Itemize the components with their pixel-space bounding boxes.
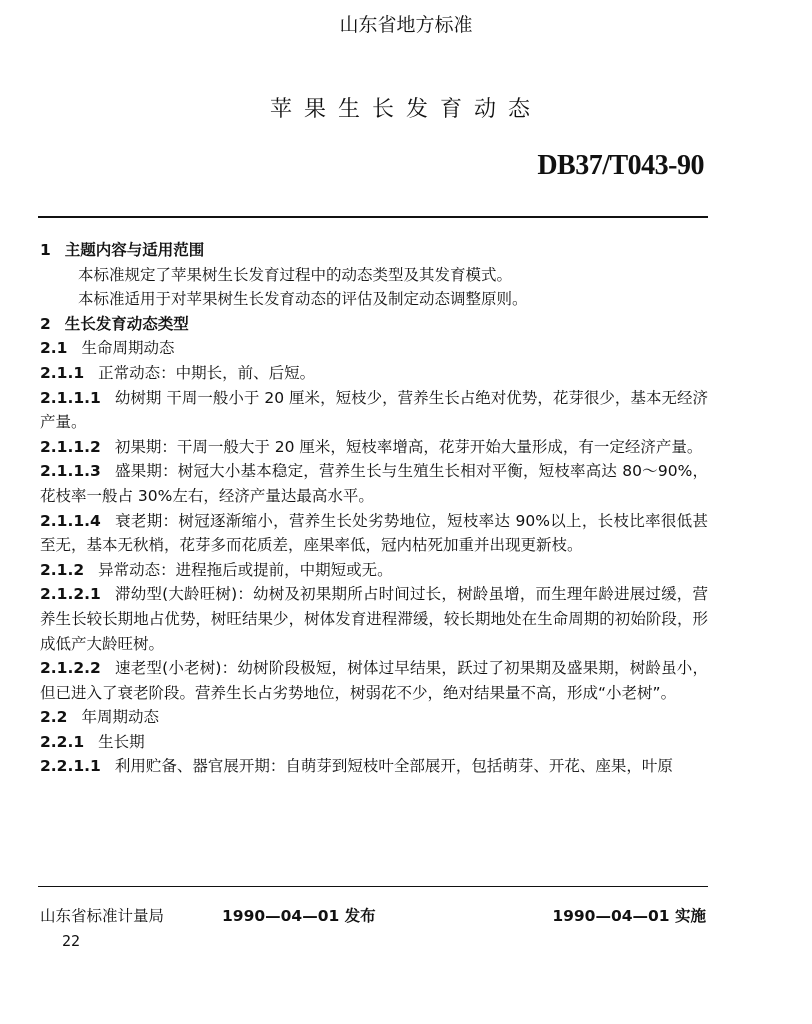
document-title: 苹果生长发育动态: [269, 97, 542, 122]
section-number: 2.2: [40, 708, 68, 727]
footer-divider: [38, 886, 708, 887]
section-paragraph: [40, 656, 708, 705]
section-paragraph: [40, 558, 708, 583]
section-paragraph: [40, 336, 708, 361]
section-paragraph: [40, 312, 708, 337]
section-paragraph: [40, 582, 708, 656]
section-text: 生长发育动态类型: [64, 314, 189, 333]
section-paragraph: [40, 435, 708, 460]
section-text: 生长期: [98, 732, 145, 751]
section-text: 滞幼型(大龄旺树)：幼树及初果期所占时间过长，树龄虽增，而生理年龄进展过缓，营养生长较长期地占优势，树旺结果少，树体发育进程滞缓，较长期地处在生命周期的初始阶段，形成低产大龄旺树。: [40, 585, 708, 653]
section-number: 1: [40, 241, 51, 259]
section-paragraph: [40, 263, 708, 288]
standard-category-header: 山东省地方标准: [339, 14, 473, 36]
section-text: 生命周期动态: [81, 339, 175, 358]
section-number: 2: [40, 314, 51, 333]
section-number: 2.1: [40, 339, 68, 358]
section-number: 2.2.1: [40, 732, 85, 751]
section-text: 正常动态：中期长，前、后短。: [98, 363, 316, 382]
section-text: 幼树期 干周一般小于 20 厘米，短枝少，营养生长占绝对优势，花芽很少，基本无经济产量。: [40, 388, 708, 432]
issuing-authority: 山东省标准计量局: [40, 907, 165, 925]
header-divider: [38, 216, 708, 218]
section-paragraph: [40, 509, 708, 558]
section-number: 2.2.1.1: [40, 757, 101, 776]
section-paragraph: [40, 705, 708, 730]
section-text: 异常动态：进程拖后或提前，中期短或无。: [98, 560, 393, 579]
section-text: 主题内容与适用范围: [64, 241, 205, 259]
section-number: 2.1.1.3: [40, 462, 101, 481]
section-number: 2.1.1: [40, 363, 85, 382]
section-text: 速老型(小老树)：幼树阶段极短，树体过早结果，跃过了初果期及盛果期，树龄虽小，但已进入了衰老阶段。营养生长占劣势地位，树弱花不少，绝对结果量不高，形成“小老树”。: [40, 659, 708, 702]
section-text: 利用贮备、器官展开期：自萌芽到短枝叶全部展开，包括萌芽、开花、座果，叶原: [114, 757, 673, 776]
section-paragraph: [40, 730, 708, 755]
section-number: 2.1.2.1: [40, 585, 101, 604]
page-number: 22: [62, 932, 81, 950]
section-text: 盛果期：树冠大小基本稳定，营养生长与生殖生长相对平衡，短枝率高达 80～90%，花枝率一般占 30%左右，经济产量达最高水平。: [40, 462, 708, 505]
section-text: 衰老期：树冠逐渐缩小，营养生长处劣势地位，短枝率达 90%以上，长枝比率很低甚至无，基本无秋梢，花芽多而花质差，座果率低，冠内枯死加重并出现更新枝。: [40, 511, 708, 555]
section-number: 2.1.1.2: [40, 437, 101, 456]
section-number: 2.1.1.1: [40, 388, 101, 407]
document-body: [40, 238, 708, 779]
section-paragraph: [40, 361, 708, 386]
section-text: 本标准规定了苹果树生长发育过程中的动态类型及其发育模式。: [78, 265, 513, 284]
section-number: 2.1.2.2: [40, 659, 101, 678]
section-number: 2.1.2: [40, 560, 85, 579]
section-paragraph: [40, 459, 708, 508]
standard-code: DB37/T043-90: [537, 150, 704, 181]
section-paragraph: [40, 754, 708, 779]
section-text: 本标准适用于对苹果树生长发育动态的评估及制定动态调整原则。: [78, 290, 528, 309]
section-text: 初果期：干周一般大于 20 厘米，短枝率增高，花芽开始大量形成，有一定经济产量。: [114, 437, 703, 456]
issue-date: 1990—04—01 发布: [222, 907, 376, 925]
section-paragraph: [40, 287, 708, 312]
effective-date: 1990—04—01 实施: [552, 907, 706, 925]
section-paragraph: [40, 386, 708, 435]
section-number: 2.1.1.4: [40, 511, 101, 530]
section-paragraph: [40, 238, 708, 263]
section-text: 年周期动态: [81, 708, 159, 727]
